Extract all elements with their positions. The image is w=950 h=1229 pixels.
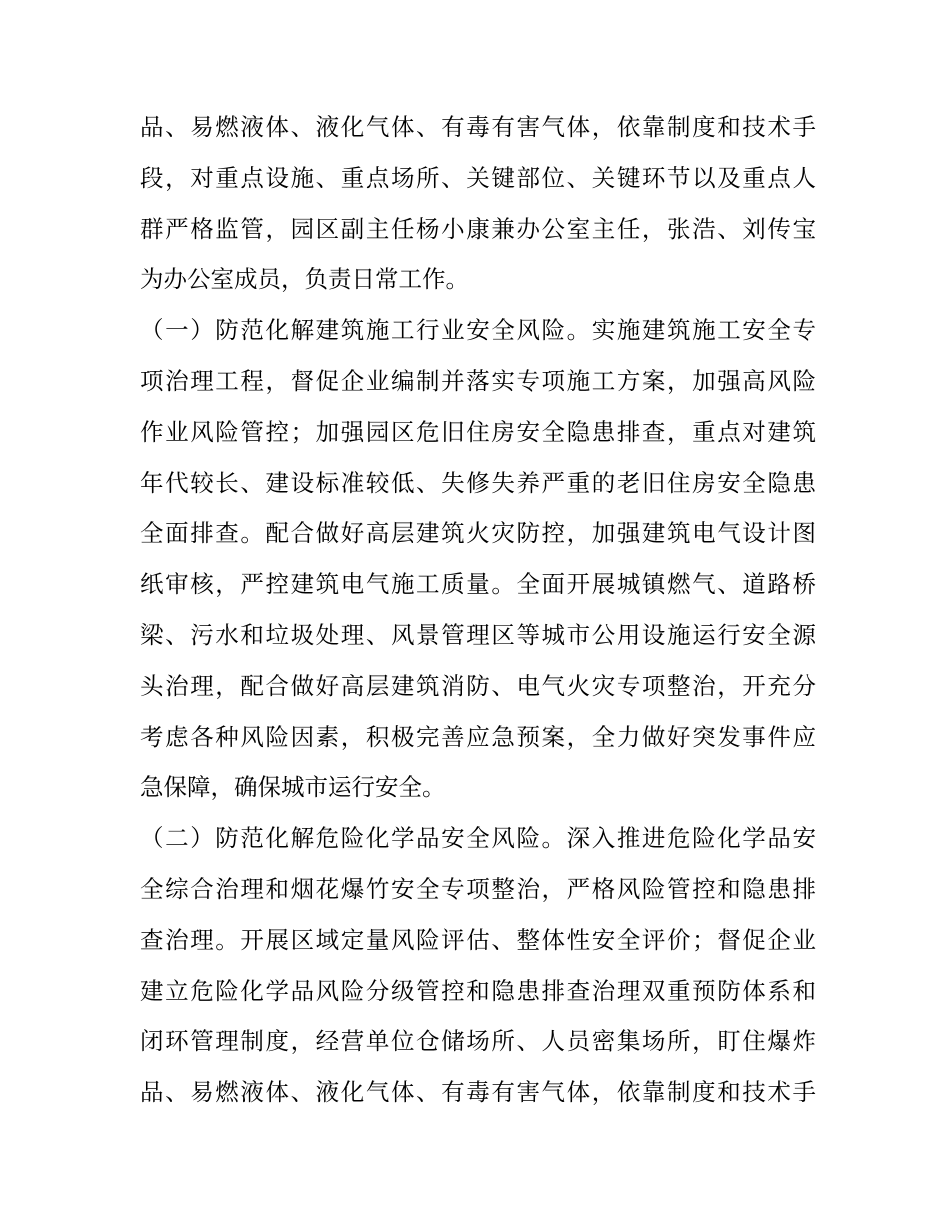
text-line: 年代较长、建设标准较低、失修失养严重的老旧住房安全隐患: [140, 468, 816, 497]
text-line: 为办公室成员，负责日常工作。: [140, 265, 469, 294]
text-line: 考虑各种风险因素，积极完善应急预案，全力做好突发事件应: [140, 722, 816, 751]
text-line: 闭环管理制度，经营单位仓储场所、人员密集场所，盯住爆炸: [140, 1027, 816, 1056]
text-line: 头治理，配合做好高层建筑消防、电气火灾专项整治，开充分: [140, 671, 816, 700]
text-line: 建立危险化学品风险分级管控和隐患排查治理双重预防体系和: [140, 976, 816, 1005]
text-line: 急保障，确保城市运行安全。: [140, 773, 446, 802]
text-line: 项治理工程，督促企业编制并落实专项施工方案，加强高风险: [140, 366, 816, 395]
text-line: 品、易燃液体、液化气体、有毒有害气体，依靠制度和技术手: [140, 113, 816, 141]
text-line: 全综合治理和烟花爆竹安全专项整治，严格风险管控和隐患排: [140, 874, 816, 903]
text-line: 查治理。开展区域定量风险评估、整体性安全评价；督促企业: [140, 925, 816, 954]
text-line: 作业风险管控；加强园区危旧住房安全隐患排查，重点对建筑: [140, 417, 816, 446]
text-line: 段，对重点设施、重点场所、关键部位、关键环节以及重点人: [140, 163, 816, 192]
text-line: 品、易燃液体、液化气体、有毒有害气体，依靠制度和技术手: [140, 1078, 816, 1107]
text-line: 纸审核，严控建筑电气施工质量。全面开展城镇燃气、道路桥: [140, 570, 816, 599]
document-body: [140, 102, 816, 1118]
section-heading-line: （一）防范化解建筑施工行业安全风险。实施建筑施工安全专: [140, 316, 816, 345]
section-heading-line: （二）防范化解危险化学品安全风险。深入推进危险化学品安: [140, 824, 816, 853]
text-line: 群严格监管，园区副主任杨小康兼办公室主任，张浩、刘传宝: [140, 214, 816, 243]
text-line: 梁、污水和垃圾处理、风景管理区等城市公用设施运行安全源: [140, 620, 816, 649]
text-line: 全面排查。配合做好高层建筑火灾防控，加强建筑电气设计图: [140, 519, 816, 548]
